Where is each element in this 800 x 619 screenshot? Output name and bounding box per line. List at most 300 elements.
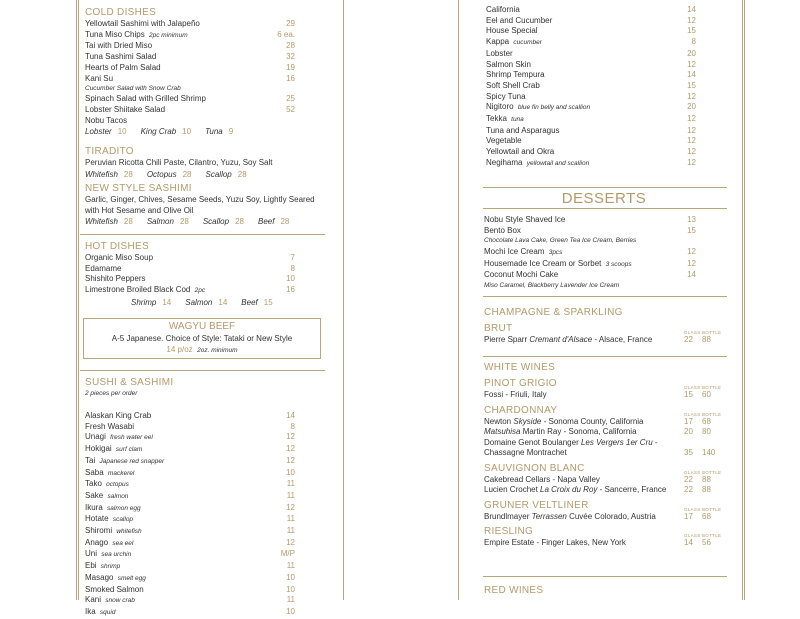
cold-dishes-list bbox=[85, 19, 295, 84]
item-name: Tuna Miso Chips bbox=[85, 29, 145, 39]
item-price: 20 bbox=[687, 102, 696, 112]
menu-item bbox=[85, 116, 295, 127]
wine-producer: Cakebread Cellars - Napa Valley bbox=[484, 474, 600, 484]
item-price: 25 bbox=[286, 94, 295, 104]
center-right-rule bbox=[458, 0, 459, 600]
item-name: Tuna Sashimi Salad bbox=[85, 52, 157, 62]
wine-name-wrap bbox=[484, 417, 684, 428]
item-note: blue fin belly and scallion bbox=[517, 104, 591, 112]
wine-region: - Alsace, France bbox=[592, 335, 653, 344]
wine-item bbox=[484, 538, 724, 549]
item-name: Fresh Wasabi bbox=[85, 421, 135, 431]
section-title: HOT DISHES bbox=[85, 241, 149, 252]
menu-item bbox=[85, 595, 295, 607]
menu-item bbox=[486, 136, 696, 147]
menu-item bbox=[85, 491, 295, 503]
item-name: Salmon Skin bbox=[486, 59, 531, 69]
section-title: WHITE WINES bbox=[484, 362, 556, 373]
option-name: Beef bbox=[258, 217, 275, 227]
item-name: House Special bbox=[486, 26, 538, 36]
menu-item bbox=[85, 549, 295, 561]
item-name: Kani bbox=[85, 595, 102, 605]
item-name: Tako bbox=[85, 479, 102, 489]
item-name: Vegetable bbox=[486, 136, 522, 146]
menu-item bbox=[85, 63, 295, 74]
item-note: 3 scoops bbox=[605, 260, 632, 268]
wine-producer: Chassagne Montrachet bbox=[484, 448, 567, 457]
item-name-wrap bbox=[486, 126, 687, 137]
item-name-wrap bbox=[85, 274, 286, 285]
option-price: 28 bbox=[123, 217, 133, 227]
menu-item bbox=[486, 114, 696, 126]
item-name-wrap bbox=[85, 422, 291, 433]
item-name-wrap bbox=[484, 247, 687, 259]
item-name: Hotate bbox=[85, 514, 109, 524]
section-divider bbox=[483, 208, 727, 209]
wine-item bbox=[484, 485, 724, 496]
menu-item bbox=[85, 285, 295, 297]
glass-column-header: GLASS bbox=[684, 330, 701, 335]
item-note: sea urchin bbox=[101, 551, 132, 559]
item-note: 2pc bbox=[194, 287, 206, 295]
item-price: 15 bbox=[687, 26, 696, 36]
item-name: Sake bbox=[85, 490, 104, 500]
item-price: 11 bbox=[286, 526, 295, 536]
item-name-wrap bbox=[486, 136, 687, 147]
section-divider bbox=[483, 576, 727, 577]
option-name: Lobster bbox=[85, 127, 112, 137]
option-name: Whitefish bbox=[85, 169, 118, 179]
item-name-wrap bbox=[85, 595, 287, 607]
section-divider bbox=[483, 296, 727, 297]
section-title: COLD DISHES bbox=[85, 7, 157, 18]
item-price: 14 bbox=[687, 70, 696, 80]
wine-group-title: CHARDONNAY bbox=[484, 404, 558, 416]
item-note: snow crab bbox=[105, 597, 135, 605]
menu-item bbox=[85, 422, 295, 433]
glass-column-header: GLASS bbox=[684, 506, 701, 512]
option-price: 10 bbox=[117, 127, 127, 137]
wine-producer: Empire Estate - Finger Lakes, New York bbox=[484, 538, 626, 547]
wine-producer: Fossi - Friuli, Italy bbox=[484, 390, 547, 399]
wine-item bbox=[484, 475, 724, 486]
wine-group-title: GRUNER VELTLINER bbox=[484, 499, 589, 511]
item-note: cucumber bbox=[513, 39, 542, 47]
item-name-wrap bbox=[484, 226, 687, 237]
item-price: 13 bbox=[687, 215, 696, 224]
glass-price: 15 bbox=[684, 390, 693, 399]
wine-group-header bbox=[484, 526, 724, 538]
menu-item bbox=[85, 526, 295, 538]
item-name-wrap bbox=[85, 41, 286, 52]
item-name-wrap bbox=[85, 607, 286, 619]
menu-item bbox=[85, 479, 295, 491]
menu-item bbox=[85, 19, 295, 30]
bottle-price: 88 bbox=[702, 335, 711, 344]
option-name: Scallop bbox=[202, 217, 230, 227]
menu-item bbox=[85, 607, 295, 619]
item-name: California bbox=[486, 5, 520, 14]
item-price: 12 bbox=[687, 59, 696, 69]
item-price: 10 bbox=[286, 606, 295, 616]
wagyu-description: A-5 Japanese. Choice of Style: Tataki or New Style bbox=[111, 334, 293, 343]
desserts-list bbox=[484, 215, 696, 236]
wagyu-title: WAGYU BEEF bbox=[168, 321, 236, 332]
wine-name-wrap bbox=[484, 427, 684, 438]
item-name-wrap bbox=[486, 102, 687, 114]
wine-group-title: SAUVIGNON BLANC bbox=[484, 462, 585, 474]
bottle-column-header: BOTTLE bbox=[702, 330, 722, 335]
menu-item bbox=[85, 573, 295, 585]
desserts-title: DESSERTS bbox=[561, 190, 647, 207]
item-name: Tuna and Asparagus bbox=[486, 125, 560, 135]
section-divider bbox=[483, 187, 727, 188]
glass-price: 22 bbox=[684, 474, 693, 484]
option-price: 28 bbox=[182, 169, 192, 179]
menu-item bbox=[486, 126, 696, 137]
item-name-wrap bbox=[484, 270, 687, 281]
item-name-wrap bbox=[85, 264, 291, 275]
item-name-wrap bbox=[85, 561, 287, 573]
menu-item bbox=[85, 411, 295, 422]
item-note: 2pc minimum bbox=[148, 31, 188, 39]
item-note: tuna bbox=[511, 116, 524, 124]
item-price: 32 bbox=[286, 52, 295, 62]
item-price: 12 bbox=[687, 114, 696, 124]
wine-producer: Lucien Crochet bbox=[484, 485, 541, 494]
item-name-wrap bbox=[85, 30, 277, 42]
wine-name-wrap bbox=[484, 335, 684, 346]
item-note: whitefish bbox=[116, 528, 142, 536]
hot-dishes-section bbox=[85, 241, 295, 308]
item-price: 11 bbox=[286, 479, 295, 489]
item-name: Bento Box bbox=[484, 225, 521, 235]
kani-su-description: Cucumber Salad with Snow Crab bbox=[85, 85, 181, 93]
menu-item bbox=[85, 41, 295, 52]
item-note: 3pcs bbox=[548, 248, 563, 256]
wine-group-header bbox=[484, 500, 724, 512]
black-cod-options bbox=[85, 297, 295, 308]
wine-item bbox=[484, 390, 724, 401]
wine-group-title: PINOT GRIGIO bbox=[484, 378, 557, 389]
item-note: smelt egg bbox=[117, 574, 146, 582]
item-name-wrap bbox=[85, 538, 286, 550]
sushi-sashimi-section bbox=[85, 377, 295, 619]
item-name-wrap bbox=[85, 585, 286, 596]
tiradito-options bbox=[85, 169, 305, 180]
item-name: Coconut Mochi Cake bbox=[484, 270, 559, 280]
menu-item bbox=[486, 70, 696, 81]
item-name-wrap bbox=[486, 37, 692, 49]
hot-dishes-list bbox=[85, 253, 295, 297]
item-name: Negihama bbox=[486, 157, 523, 167]
item-note: octopus bbox=[106, 481, 129, 489]
tiradito-section bbox=[85, 146, 305, 180]
new-style-sashimi-section bbox=[85, 183, 315, 227]
item-name: Spinach Salad with Grilled Shrimp bbox=[85, 94, 206, 104]
item-price: 12 bbox=[687, 91, 696, 101]
wine-cuvee: Les Vergers 1er Cru bbox=[580, 437, 653, 447]
item-name: Shrimp Tempura bbox=[486, 70, 545, 80]
item-name: Soft Shell Crab bbox=[486, 80, 540, 90]
menu-item bbox=[484, 215, 696, 226]
cold-dishes-list-2 bbox=[85, 94, 295, 115]
tacos-options bbox=[85, 126, 295, 137]
item-price: 12 bbox=[687, 157, 696, 167]
menu-item bbox=[484, 247, 696, 259]
item-name-wrap bbox=[85, 444, 286, 456]
menu-item bbox=[85, 432, 295, 444]
wine-group-header bbox=[484, 463, 724, 475]
wagyu-beef-box bbox=[83, 318, 321, 359]
item-name-wrap bbox=[486, 16, 687, 27]
item-name-wrap bbox=[85, 514, 287, 526]
cold-dishes-section bbox=[85, 7, 295, 137]
item-name: Yellowtail Sashimi with Jalapeño bbox=[85, 19, 200, 28]
wine-item bbox=[484, 427, 724, 438]
item-name-wrap bbox=[486, 92, 687, 103]
section-divider bbox=[80, 234, 325, 235]
menu-item bbox=[85, 468, 295, 480]
section-title: NEW STYLE SASHIMI bbox=[85, 183, 192, 194]
item-price: 16 bbox=[286, 285, 295, 295]
item-name: Spicy Tuna bbox=[486, 91, 526, 101]
glass-price: 20 bbox=[684, 427, 693, 436]
section-description: Garlic, Ginger, Chives, Sesame Seeds, Yuzu Soy, Lightly Seared bbox=[85, 195, 315, 204]
right-border-rule bbox=[742, 0, 743, 600]
item-name: Saba bbox=[85, 467, 104, 477]
item-name-wrap bbox=[85, 285, 286, 297]
desserts-section bbox=[484, 215, 696, 292]
wine-name-wrap bbox=[484, 390, 684, 401]
bottle-price: 56 bbox=[702, 538, 711, 547]
item-name-wrap bbox=[484, 215, 687, 226]
menu-item bbox=[486, 26, 696, 37]
item-price: 11 bbox=[286, 595, 295, 605]
item-name-wrap bbox=[85, 74, 286, 85]
menu-item bbox=[486, 102, 696, 114]
wine-cuvee: Matsuhisa bbox=[484, 427, 521, 436]
bento-description: Chocolate Lava Cake, Green Tea Ice Cream, Berries bbox=[484, 237, 637, 245]
item-price: 12 bbox=[286, 432, 295, 442]
menu-item bbox=[484, 226, 696, 237]
menu-item bbox=[85, 74, 295, 85]
menu-item bbox=[486, 37, 696, 49]
item-price: 12 bbox=[286, 537, 295, 547]
item-name-wrap bbox=[486, 70, 687, 81]
item-name-wrap bbox=[486, 26, 687, 37]
menu-item bbox=[486, 92, 696, 103]
item-name: Shiromi bbox=[85, 526, 113, 536]
menu-item bbox=[85, 253, 295, 264]
item-price: M/P bbox=[280, 549, 295, 559]
item-name-wrap bbox=[85, 411, 286, 422]
item-price: 8 bbox=[290, 421, 295, 431]
item-price: 15 bbox=[687, 80, 696, 90]
glass-price: 22 bbox=[684, 335, 693, 344]
item-name-wrap bbox=[85, 253, 291, 264]
wine-region: Cuvée Colorado, Austria bbox=[566, 511, 656, 521]
white-wines-section bbox=[484, 362, 724, 549]
menu-item bbox=[486, 158, 696, 170]
menu-item bbox=[484, 270, 696, 281]
item-price: 11 bbox=[286, 561, 295, 571]
section-description-2: with Hot Sesame and Olive Oil bbox=[85, 205, 194, 215]
wine-name-wrap bbox=[484, 475, 684, 486]
wine-name-wrap bbox=[484, 512, 684, 523]
menu-item bbox=[484, 259, 696, 271]
item-name: Nobu Style Shaved Ice bbox=[484, 215, 566, 224]
menu-item bbox=[85, 30, 295, 42]
item-name-wrap bbox=[85, 491, 287, 503]
bottle-price: 88 bbox=[702, 485, 711, 494]
item-name-wrap bbox=[85, 468, 286, 480]
option-price: 10 bbox=[182, 127, 192, 137]
item-price: 11 bbox=[286, 514, 295, 524]
menu-item bbox=[85, 561, 295, 573]
bottle-column-header: BOTTLE bbox=[702, 411, 722, 417]
wine-cuvee: Cremant d'Alsace bbox=[529, 335, 593, 344]
option-name: Whitefish bbox=[85, 217, 118, 227]
bottle-column-header: BOTTLE bbox=[702, 385, 722, 390]
wine-producer: Pierre Sparr bbox=[484, 335, 530, 344]
menu-item bbox=[85, 105, 295, 116]
wine-producer: Domaine Genot Boulanger bbox=[484, 437, 581, 447]
item-note: Japanese red snapper bbox=[99, 457, 165, 465]
option-price: 14 bbox=[218, 297, 228, 307]
item-price: 11 bbox=[286, 490, 295, 500]
item-name-wrap bbox=[85, 52, 286, 63]
item-name: Masago bbox=[85, 572, 114, 582]
menu-item bbox=[85, 585, 295, 596]
item-name: Tai bbox=[85, 455, 96, 465]
item-price: 12 bbox=[687, 15, 696, 25]
item-name-wrap bbox=[486, 49, 687, 60]
item-name: Lobster bbox=[486, 48, 513, 58]
option-price: 28 bbox=[235, 217, 244, 227]
glass-price: 17 bbox=[684, 511, 693, 521]
item-price: 8 bbox=[290, 263, 295, 273]
option-name: Salmon bbox=[146, 217, 174, 227]
item-name: Eel and Cucumber bbox=[486, 15, 553, 25]
option-name: Salmon bbox=[185, 297, 213, 307]
glass-column-header: GLASS bbox=[684, 385, 701, 390]
option-price: 28 bbox=[123, 169, 133, 179]
item-note: salmon bbox=[107, 492, 129, 500]
option-name: Shrimp bbox=[131, 297, 157, 307]
item-name: Ebi bbox=[85, 561, 97, 571]
red-wines-title: RED WINES bbox=[484, 585, 544, 596]
item-price: 12 bbox=[687, 147, 696, 157]
item-note: mackerel bbox=[107, 469, 135, 477]
item-price: 52 bbox=[286, 104, 295, 114]
item-note: yellowtail and scallion bbox=[526, 159, 590, 167]
bottle-price: 140 bbox=[702, 448, 716, 457]
right-menu-page bbox=[481, 0, 727, 600]
option-name: Tuna bbox=[205, 127, 223, 137]
white-wine-groups bbox=[484, 378, 724, 549]
wine-region: - Sancerre, France bbox=[597, 485, 667, 494]
option-price: 28 bbox=[237, 169, 247, 179]
item-name: Nigitoro bbox=[486, 102, 514, 112]
item-name-wrap bbox=[486, 158, 687, 170]
item-price: 10 bbox=[286, 584, 295, 594]
item-name: Kani Su bbox=[85, 73, 114, 83]
item-name: Housemade Ice Cream or Sorbet bbox=[484, 258, 602, 268]
option-name: Beef bbox=[241, 297, 258, 307]
item-name: Limestrone Broiled Black Cod bbox=[85, 285, 191, 295]
coconut-description: Miso Caramel, Blackberry Lavender Ice Cream bbox=[484, 282, 620, 290]
item-note: sea eel bbox=[112, 539, 134, 547]
section-description: Peruvian Ricotta Chili Paste, Cilantro, Yuzu, Soy Salt bbox=[85, 158, 273, 167]
item-name: Uni bbox=[85, 549, 98, 559]
section-title: SUSHI & SASHIMI bbox=[85, 377, 174, 388]
wine-item bbox=[484, 335, 724, 346]
glass-price: 17 bbox=[684, 416, 693, 426]
item-price: 16 bbox=[286, 73, 295, 83]
item-price: 12 bbox=[687, 125, 696, 135]
item-name: Yellowtail and Okra bbox=[486, 147, 555, 157]
bottle-column-header: BOTTLE bbox=[702, 533, 722, 538]
left-border-rule-inner bbox=[78, 0, 79, 600]
item-name-wrap bbox=[85, 526, 287, 538]
item-name-wrap bbox=[486, 81, 687, 92]
item-price: 14 bbox=[687, 270, 696, 280]
wagyu-minimum: 2oz. minimum bbox=[197, 347, 238, 354]
item-name-wrap bbox=[85, 19, 286, 30]
wine-cuvee: Terrassen bbox=[531, 511, 567, 521]
item-name: Nobu Tacos bbox=[85, 115, 128, 125]
wine-region: - bbox=[652, 437, 658, 447]
rolls-section bbox=[486, 5, 696, 170]
item-name: Anago bbox=[85, 537, 109, 547]
wine-cuvee: Skyside bbox=[513, 416, 542, 426]
item-name: Hearts of Palm Salad bbox=[85, 62, 161, 72]
wine-group-title: BRUT bbox=[484, 323, 513, 334]
menu-item bbox=[486, 147, 696, 158]
brut-group bbox=[484, 323, 724, 346]
option-price: 28 bbox=[280, 217, 290, 227]
wagyu-price: 14 p/oz bbox=[166, 345, 193, 354]
wine-item bbox=[484, 448, 724, 459]
section-title: TIRADITO bbox=[85, 146, 134, 157]
item-name: Tekka bbox=[486, 114, 507, 124]
item-name: Alaskan King Crab bbox=[85, 411, 152, 420]
right-border-rule-inner bbox=[744, 0, 745, 600]
menu-item bbox=[85, 264, 295, 275]
center-left-rule bbox=[343, 0, 344, 600]
item-name-wrap bbox=[85, 549, 281, 561]
item-price: 12 bbox=[286, 455, 295, 465]
menu-item bbox=[486, 5, 696, 16]
item-price: 12 bbox=[286, 444, 295, 454]
option-name: Scallop bbox=[205, 169, 232, 179]
wine-name-wrap bbox=[484, 438, 684, 449]
wine-producer: Newton bbox=[484, 416, 514, 426]
item-name: Mochi Ice Cream bbox=[484, 246, 545, 256]
item-name: Ika bbox=[85, 606, 96, 616]
menu-item bbox=[486, 49, 696, 60]
wine-cuvee: La Croix du Roy bbox=[540, 485, 598, 494]
rolls-list bbox=[486, 5, 696, 170]
option-name: King Crab bbox=[140, 127, 177, 137]
item-name-wrap bbox=[486, 114, 687, 126]
wine-group-header bbox=[484, 323, 724, 335]
item-name: Hokigai bbox=[85, 444, 112, 454]
left-menu-page bbox=[80, 0, 328, 616]
menu-item bbox=[85, 444, 295, 456]
item-price: 7 bbox=[290, 253, 295, 262]
